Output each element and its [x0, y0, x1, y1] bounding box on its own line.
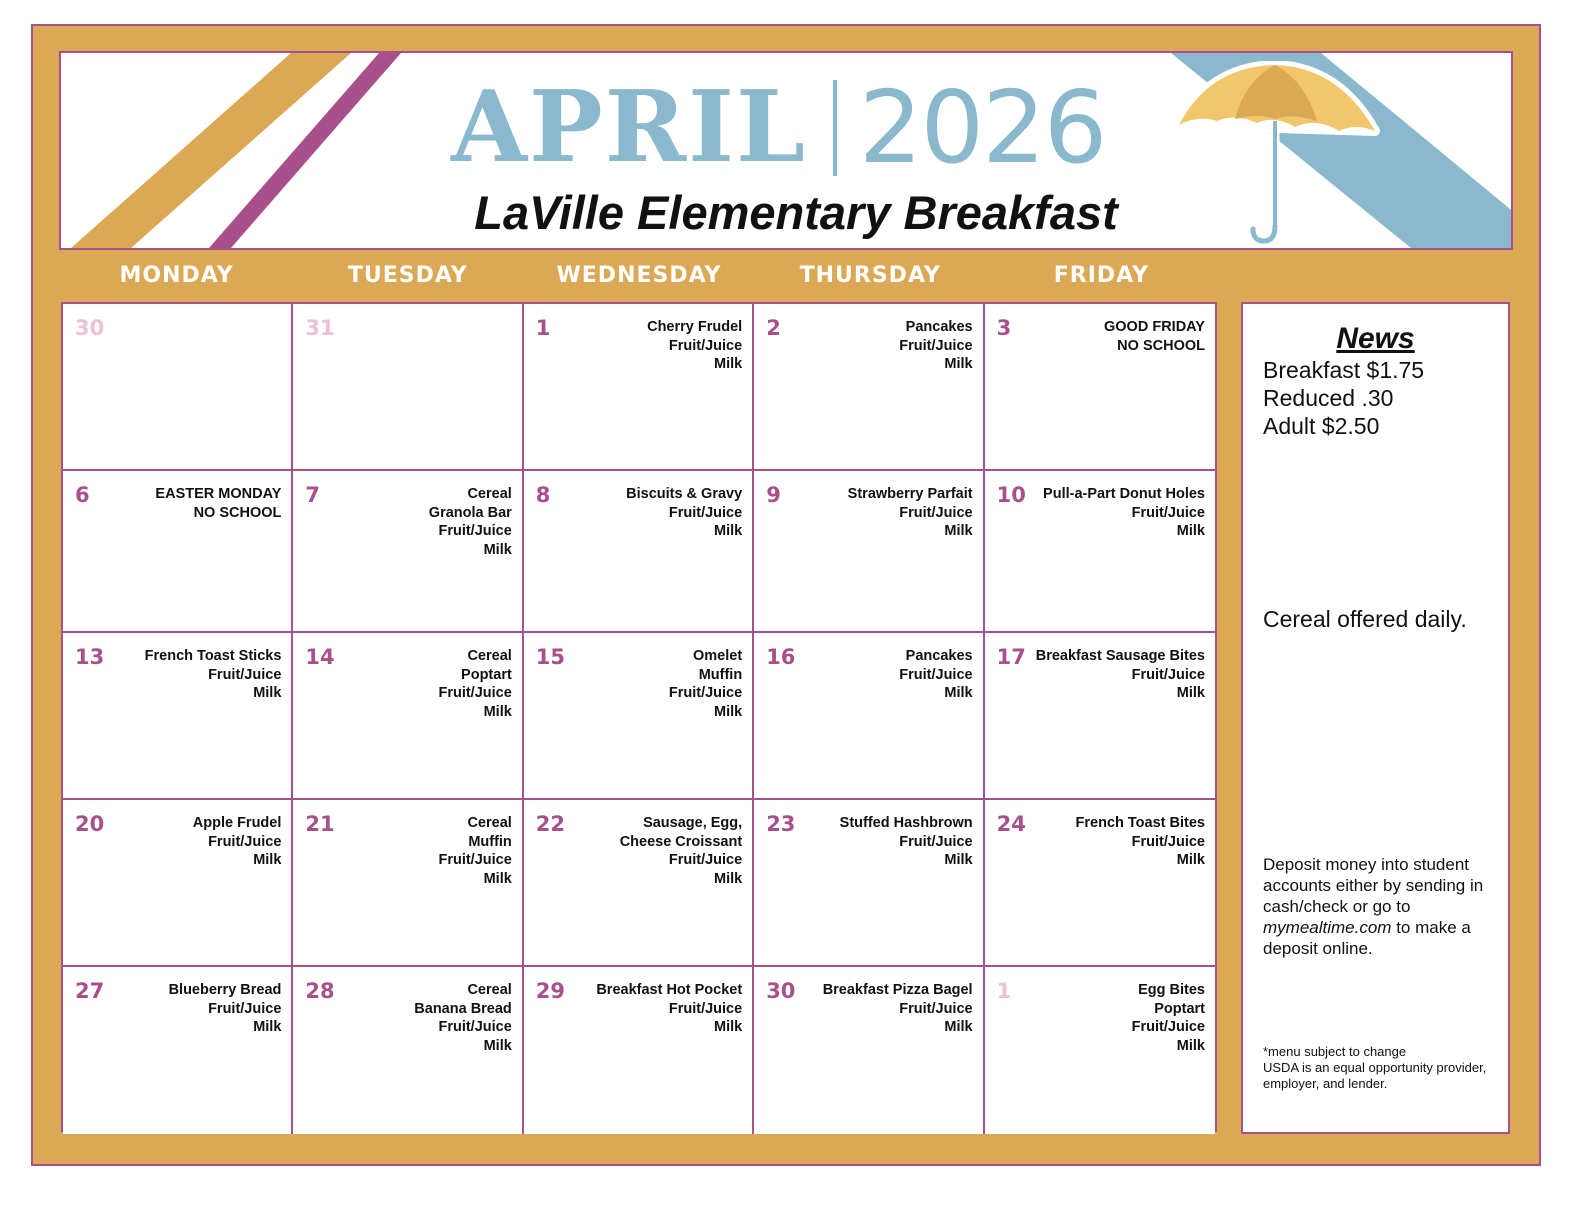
calendar-day-cell	[63, 633, 293, 800]
deposit-site-link[interactable]: mymealtime.com	[1263, 918, 1392, 937]
day-number: 10	[996, 483, 1026, 507]
menu-item: Milk	[253, 685, 282, 701]
menu-item: Granola Bar	[428, 504, 512, 521]
news-panel	[1241, 302, 1510, 1134]
menu-items	[414, 981, 512, 1055]
weekday-friday: FRIDAY	[1053, 263, 1150, 288]
menu-item: Milk	[1176, 523, 1205, 539]
menu-item: Pancakes	[905, 648, 973, 664]
price-breakfast: Breakfast $1.75	[1263, 357, 1425, 383]
calendar-day-cell	[754, 471, 984, 633]
menu-item: Poptart	[461, 666, 512, 683]
menu-item: Milk	[713, 703, 743, 720]
weekday-header	[61, 258, 1217, 294]
title-divider	[833, 80, 837, 176]
calendar-day-cell	[63, 800, 293, 967]
menu-item: Milk	[1176, 685, 1205, 701]
price-reduced: Reduced .30	[1263, 385, 1394, 411]
day-number: 15	[535, 645, 566, 669]
news-title: News	[1336, 322, 1415, 355]
menu-item: Breakfast Pizza Bagel	[822, 982, 973, 998]
day-number: 30	[766, 979, 796, 1003]
menu-item: Fruit/Juice	[1131, 504, 1205, 521]
menu-item: Milk	[944, 685, 973, 701]
umbrella-icon	[1169, 61, 1384, 246]
deposit-text-end: to make a deposit online.	[1263, 918, 1471, 958]
day-number: 1	[535, 316, 551, 340]
menu-item: Fruit/Juice	[668, 685, 743, 701]
day-number: 21	[305, 812, 335, 836]
menu-item: GOOD FRIDAY	[1104, 319, 1205, 335]
menu-item: Fruit/Juice	[438, 852, 512, 868]
menu-item: Omelet	[693, 648, 743, 664]
menu-item: Fruit/Juice	[668, 504, 743, 521]
calendar-day-cell	[293, 633, 523, 800]
menu-item: Fruit/Juice	[899, 666, 973, 683]
menu-item: Fruit/Juice	[438, 685, 512, 701]
menu-item: Banana Bread	[414, 1000, 512, 1017]
calendar-title	[451, 69, 1151, 186]
menu-item: Milk	[713, 356, 743, 372]
day-number: 1	[996, 979, 1012, 1003]
menu-item: Milk	[944, 852, 973, 868]
calendar-day-cell	[985, 800, 1215, 967]
menu-items	[1043, 485, 1205, 541]
day-number: 23	[766, 812, 796, 836]
menu-item: Fruit/Juice	[208, 666, 282, 683]
menu-item: Biscuits & Gravy	[626, 486, 743, 502]
day-number: 27	[75, 979, 105, 1003]
menu-item: Strawberry Parfait	[847, 486, 973, 502]
day-number: 20	[75, 812, 105, 836]
menu-item: Milk	[713, 523, 743, 539]
title-year: 2026	[858, 69, 1106, 186]
weekday-tuesday: TUESDAY	[347, 263, 468, 288]
calendar-day-cell	[754, 800, 984, 967]
calendar-day-cell	[754, 633, 984, 800]
day-number: 3	[996, 316, 1012, 340]
menu-item: Fruit/Juice	[438, 523, 512, 539]
calendar-day-cell	[293, 967, 523, 1134]
fine-print	[1263, 1044, 1508, 1092]
calendar-day-cell	[754, 304, 984, 471]
menu-item: Cherry Frudel	[647, 319, 743, 335]
menu-item: French Toast Bites	[1075, 815, 1205, 831]
menu-item: Breakfast Sausage Bites	[1035, 648, 1205, 664]
day-number: 9	[766, 483, 781, 507]
calendar-day-cell	[524, 471, 754, 633]
menu-item: Blueberry Bread	[168, 982, 282, 998]
menu-items	[840, 814, 973, 870]
menu-items	[1076, 814, 1205, 870]
day-number: 14	[305, 645, 335, 669]
menu-item: Milk	[483, 703, 512, 720]
menu-item: Cereal	[467, 486, 512, 502]
calendar-day-cell	[63, 471, 293, 633]
menu-items	[438, 814, 511, 888]
menu-item: Milk	[944, 1019, 973, 1035]
menu-items	[899, 647, 972, 703]
menu-item: French Toast Sticks	[144, 648, 282, 664]
day-number: 13	[75, 645, 105, 669]
menu-item: Milk	[944, 356, 973, 372]
calendar-day-cell	[754, 967, 984, 1134]
fine-print-line: *menu subject to change	[1263, 1044, 1407, 1059]
menu-item: Cheese Croissant	[619, 833, 743, 850]
menu-item: Poptart	[1154, 1000, 1205, 1017]
menu-item: Fruit/Juice	[899, 833, 973, 850]
menu-item: Sausage, Egg,	[643, 815, 743, 831]
day-number: 24	[996, 812, 1026, 836]
menu-items	[193, 814, 282, 870]
calendar-day-cell	[985, 471, 1215, 633]
day-number: 16	[766, 645, 796, 669]
menu-items	[1036, 647, 1205, 703]
menu-item: Fruit/Juice	[899, 1000, 973, 1017]
menu-items	[438, 647, 511, 721]
weekday-wednesday: WEDNESDAY	[556, 263, 722, 288]
calendar-day-cell	[985, 967, 1215, 1134]
menu-item: Muffin	[698, 666, 743, 683]
calendar-day-cell	[524, 800, 754, 967]
menu-item: Fruit/Juice	[899, 504, 973, 521]
calendar-day-cell	[63, 304, 293, 471]
menu-item: Pull-a-Part Donut Holes	[1043, 486, 1205, 502]
menu-item: EASTER MONDAY	[155, 486, 282, 502]
day-number: 22	[535, 812, 566, 836]
menu-item: Fruit/Juice	[668, 337, 743, 354]
menu-item: Milk	[1176, 1037, 1205, 1054]
menu-item: Cereal	[467, 982, 512, 998]
menu-items	[1132, 981, 1205, 1055]
calendar-day-cell	[524, 967, 754, 1134]
menu-item: Fruit/Juice	[208, 833, 282, 850]
title-month: APRIL	[451, 70, 807, 185]
deposit-text: Deposit money into student accounts either by sending in cash/check or go to	[1263, 855, 1484, 916]
menu-item: Stuffed Hashbrown	[839, 815, 973, 831]
weekday-monday: MONDAY	[119, 263, 234, 288]
menu-item: Milk	[253, 1019, 282, 1035]
menu-items	[155, 485, 281, 522]
menu-item: Milk	[483, 541, 512, 558]
price-list	[1263, 356, 1424, 440]
menu-items	[669, 647, 742, 721]
menu-items	[169, 981, 282, 1037]
menu-items	[1104, 318, 1205, 355]
menu-item: Milk	[1176, 852, 1205, 868]
day-number: 2	[766, 316, 781, 340]
menu-items	[848, 485, 973, 541]
day-number: 31	[305, 316, 335, 340]
day-number: 6	[75, 483, 90, 507]
calendar-day-cell	[985, 304, 1215, 471]
deposit-note	[1263, 854, 1508, 959]
weekday-thursday: THURSDAY	[799, 263, 941, 288]
price-adult: Adult $2.50	[1263, 413, 1380, 439]
day-number: 17	[996, 645, 1026, 669]
menu-item: NO SCHOOL	[193, 504, 282, 521]
day-number: 7	[305, 483, 321, 507]
calendar-day-cell	[63, 967, 293, 1134]
menu-item: Fruit/Juice	[438, 1019, 512, 1035]
cereal-note: Cereal offered daily.	[1263, 606, 1467, 632]
calendar-day-cell	[985, 633, 1215, 800]
menu-items	[145, 647, 282, 703]
calendar-header	[59, 51, 1513, 250]
menu-item: Milk	[713, 1019, 743, 1035]
menu-item: Fruit/Juice	[668, 1000, 743, 1017]
menu-items	[647, 318, 742, 374]
day-number: 29	[535, 979, 566, 1003]
calendar-day-cell	[293, 471, 523, 633]
menu-item: Milk	[483, 1037, 512, 1054]
day-number: 28	[305, 979, 335, 1003]
menu-item: Fruit/Juice	[208, 1000, 282, 1017]
menu-item: Milk	[713, 870, 743, 887]
menu-items	[596, 981, 742, 1037]
menu-item: Fruit/Juice	[899, 337, 973, 354]
menu-item: Egg Bites	[1138, 982, 1205, 998]
menu-items	[429, 485, 512, 559]
menu-items	[899, 318, 972, 374]
menu-items	[823, 981, 973, 1037]
menu-item: Milk	[944, 523, 973, 539]
menu-item: Apple Frudel	[192, 815, 282, 831]
fine-print-line: USDA is an equal opportunity provider, employer, and lender.	[1263, 1060, 1487, 1091]
menu-item: Fruit/Juice	[1131, 666, 1205, 683]
calendar-day-cell	[524, 304, 754, 471]
calendar-day-cell	[293, 304, 523, 471]
menu-item: Milk	[253, 852, 282, 868]
school-title: LaVille Elementary Breakfast	[474, 186, 1118, 239]
menu-item: Pancakes	[905, 319, 973, 335]
menu-item: Muffin	[468, 833, 512, 850]
menu-item: Fruit/Juice	[1131, 833, 1205, 850]
day-number: 30	[75, 316, 105, 340]
menu-item: Cereal	[467, 815, 512, 831]
menu-item: Fruit/Juice	[668, 852, 743, 868]
calendar-day-cell	[293, 800, 523, 967]
menu-items	[620, 814, 743, 888]
menu-item: Cereal	[467, 648, 512, 664]
menu-item: Milk	[483, 870, 512, 887]
menu-item: NO SCHOOL	[1117, 337, 1205, 354]
menu-item: Fruit/Juice	[1131, 1019, 1205, 1035]
day-number: 8	[535, 483, 551, 507]
calendar-day-cell	[524, 633, 754, 800]
menu-items	[626, 485, 742, 541]
menu-item: Breakfast Hot Pocket	[596, 982, 743, 998]
calendar-grid	[61, 302, 1217, 1132]
